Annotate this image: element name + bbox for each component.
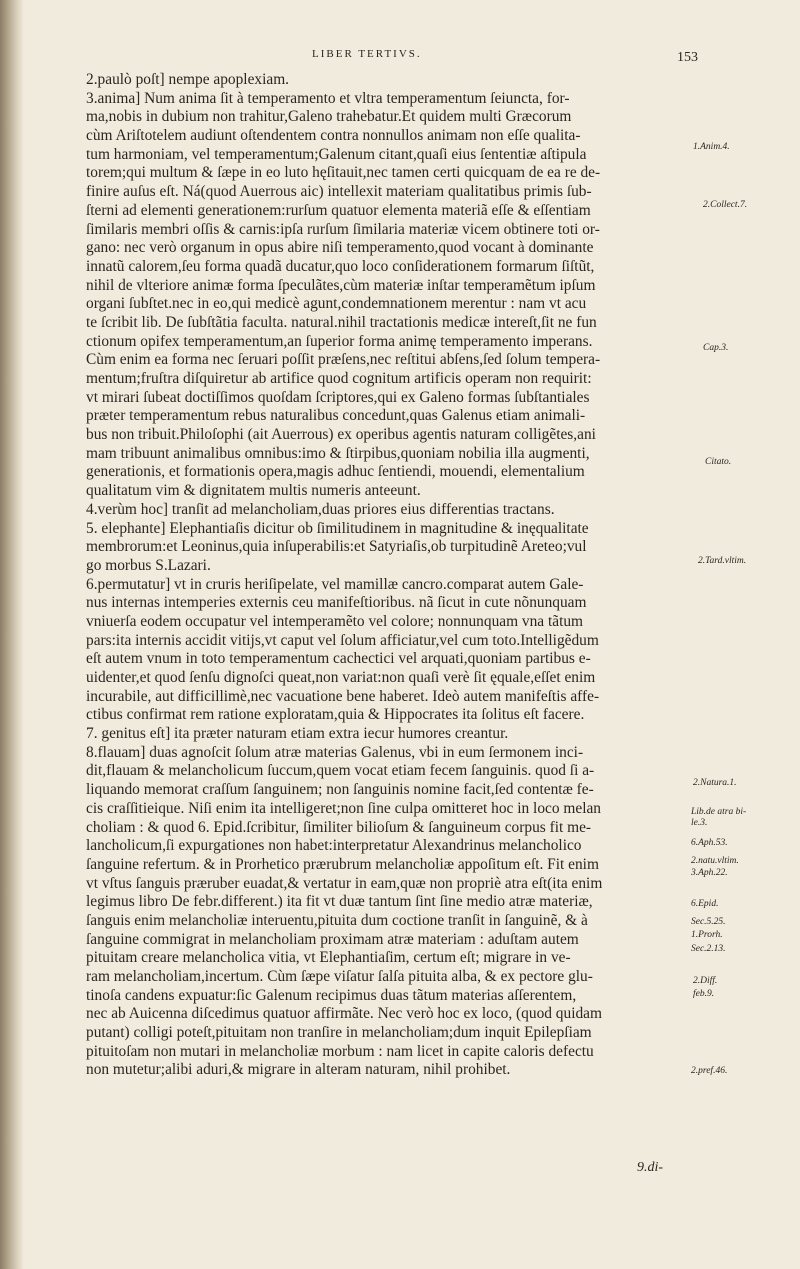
text-line: Cùm enim ea forma nec ſeruari poſſit præſens,nec reſtitui abſens,ſed ſolum tempera- — [86, 351, 601, 369]
text-line: uidenter,et quod ſenſu dignoſci queat,non variat:non quaſi verè ſit ęquale,eſſet enim — [86, 669, 596, 686]
text-line: qualitatum vim & dignitatem multis numeris anteeunt. — [86, 482, 421, 500]
text-line: ſanguine refertum. & in Prorhetico prærubrum melancholiæ appoſitum eſt. Fit enim — [86, 855, 599, 873]
text-line: 6.permutatur] vt in cruris heriſipelate, vel mamillæ cancro.comparat autem Gale- — [86, 575, 584, 593]
page-number: 153 — [677, 50, 698, 65]
text-line: dit,flauam & melancholicum ſuccum,quem vocat etiam fecem ſanguinis. quod ſi a- — [86, 762, 595, 780]
running-head: LIBER TERTIVS. — [312, 48, 422, 60]
text-line: 3.anima] Num anima ſit à temperamento et vltra temperamentum ſeiuncta, for- — [86, 89, 570, 107]
margin-note: 1.Prorh. — [691, 930, 723, 940]
text-line: organi ſubſtet.nec in eo,qui medicè agunt,condemnationem merentur : nam vt acu — [86, 295, 587, 313]
text-line: vt mirari ſubeat doctiſſimos quoſdam ſcriptores,qui ex Galeno formas ſubſtantiales — [86, 388, 590, 406]
text-line: finire auſus eſt. Ná(quod Auerrous aic) intellexit materiam qualitatibus primis ſub- — [86, 183, 592, 201]
text-line: 4.verùm hoc] tranſit ad melancholiam,duas priores eius differentias tractans. — [86, 500, 555, 518]
text-line: legimus libro De febr.different.) ita fit vt duæ tantum ſint ſine medio atræ materiæ, — [86, 893, 593, 911]
page-binding-shadow — [0, 0, 24, 1269]
text-line: liquando memorat craſſum ſanguinem; non ſanguinis nomine facit,ſed contentæ fe- — [86, 781, 594, 799]
text-line: choliam : & quod 6. Epid.ſcribitur, ſimiliter bilioſum & ſanguineum corpus fit me- — [86, 818, 592, 836]
text-line: vniuerſa eodem occupatur vel intemperamẽto vel colore; nonnunquam vna tãtum — [86, 612, 584, 630]
text-line: non mutetur;alibi aduri,& migrare in alteram naturam, nihil prohibet. — [86, 1061, 511, 1079]
text-line: tum harmoniam, vel temperamentum;Galenum citant,quaſi eius ſententiæ aſtipula — [86, 145, 587, 163]
text-line: nihil de vlteriore animæ forma ſpeculãtes,cùm materiæ inſtar temperamẽtum ipſum — [86, 276, 596, 294]
margin-note: 6.Epid. — [691, 899, 719, 909]
text-line: pituitam creare melancholica vitia, vt Elephantiaſim, certum eſt; migrare in ve- — [86, 949, 571, 967]
margin-note: Lib.de atra bi- — [691, 807, 747, 817]
margin-note: Citato. — [705, 457, 732, 467]
text-line: te ſcribit lib. De ſubſtãtia faculta. natural.nihil tractationis medicæ intereſt,ſit ne fun — [86, 313, 597, 331]
text-line: ſanguine commigrat in melancholiam proximam atræ materiam : aduſtam autem — [86, 930, 579, 948]
text-line: ma,nobis in dubium non trahitur,Galeno trahebatur.Et quidem multi Græcorum — [86, 108, 572, 126]
text-line: præter temperamentum rebus naturalibus concedunt,quas Galenus etiam animali- — [86, 407, 586, 425]
text-line: innatũ calorem,ſeu forma quadã ducatur,quo loco conſiderationem formarum ſiſtũt, — [86, 257, 595, 275]
text-line: lancholicum,ſi expurgationes non habet:interpretatur Alexandrinus melancholico — [86, 837, 582, 855]
text-line: putant) colligi poteſt,pituitam non tranſire in melancholiam;dum inquit Epilepſiam — [86, 1024, 592, 1042]
text-line: ram melancholiam,incertum. Cùm ſæpe viſatur ſalſa pituita alba, & ex pectore glu- — [86, 968, 593, 985]
margin-note: 1.Anim.4. — [693, 142, 730, 152]
text-line: ctionum opifex temperamentum,an ſuperior forma animę temperamento imperans. — [86, 332, 593, 350]
text-line: 7. genitus eſt] ita præter naturam etiam extra iecur humores creantur. — [86, 725, 509, 743]
margin-note: 2.natu.vltim. — [691, 856, 739, 866]
text-line: ſimilaris membri oſſis & carnis:ipſa rurſum ſimilaria materiæ vicem obtinere toti or- — [86, 220, 600, 238]
text-line: generationis, et formationis opera,magis adhuc ſentiendi, mouendi, elementalium — [86, 463, 585, 481]
body-text — [86, 71, 686, 1080]
margin-note: 3.Aph.22. — [691, 868, 728, 878]
margin-note: le.3. — [691, 818, 708, 828]
margin-note: Cap.3. — [703, 343, 729, 353]
text-line: tinoſa candens expuatur:ſic Galenum recipimus duas tãtum materias aſſerentem, — [86, 986, 577, 1004]
margin-note: Sec.2.13. — [691, 944, 726, 954]
margin-note: Sec.5.25. — [691, 917, 726, 927]
text-line: 2.paulò poſt] nempe apoplexiam. — [86, 71, 290, 88]
margin-note: 6.Aph.53. — [691, 838, 728, 848]
text-line: cùm Ariſtotelem audiunt oſtendentem contra nonnullos animam non eſſe qualita- — [86, 127, 581, 145]
margin-note: 2.Natura.1. — [693, 778, 737, 788]
margin-note: 2.Diff. — [693, 976, 718, 986]
text-line: ſanguis enim melancholiæ interuentu,pituita dum coctione tranſit in ſanguinẽ, & à — [86, 911, 588, 929]
text-line: incurabile, aut difficillimè,nec vacuatione bene haberet. Ideò autem manifeſtis affe- — [86, 687, 600, 705]
text-line: gano: nec verò organum in opus abire niſi temperamento,quod vocant à dominante — [86, 239, 594, 257]
text-line: 5. elephante] Elephantiaſis dicitur ob ſimilitudinem in magnitudine & inęqualitate — [86, 519, 589, 537]
text-line: mentum;fruſtra diſquiretur ab artifice quod cognitum artificis operam non requirit: — [86, 370, 592, 387]
text-line: nus internas intemperies externis ceu manifeſtioribus. nã ſicut in cute nõnunquam — [86, 594, 587, 612]
margin-note: feb.9. — [693, 989, 715, 999]
text-line: cis craſſitieique. Niſi enim ita intelligeret;non ſine culpa omitteret hoc in loco melan — [86, 799, 602, 817]
text-line: ſterni ad elementi generationem:rurſum quatuor elementa materiã eſſe & eſſentiam — [86, 201, 591, 219]
text-line: membrorum:et Leoninus,quia inſuperabilis:et Satyriaſis,ob turpitudinẽ Areteo;vul — [86, 538, 587, 556]
text-line: mam tribuunt animalibus omnibus:imo & ſtirpibus,quoniam nobilia illa augmenti, — [86, 444, 590, 462]
text-line: pars:ita internis accidit vitijs,vt caput vel ſolum afficiatur,vel cum toto.Intelligẽdum — [86, 631, 599, 649]
text-line: bus non tribuit.Philoſophi (ait Auerrous) ex operibus agentis naturam colligẽtes,ani — [86, 426, 596, 444]
text-line: ctibus confirmat rem ratione exploratam,quia & Hippocrates ita ſolitus eſt facere. — [86, 706, 585, 724]
margin-note: 2.pref.46. — [691, 1066, 728, 1076]
text-line: torem;qui multum & ſæpe in eo luto hęſitauit,nec tamen certi quicquam de ea re de- — [86, 164, 601, 182]
text-line: pituitoſam non mutari in melancholiæ morbum : nam licet in capite caloris defectu — [86, 1042, 594, 1060]
text-line: go morbus S.Lazari. — [86, 556, 211, 574]
text-line: vt vſtus ſanguis præruber euadat,& vertatur in eam,quæ non propriè atra eſt(ita enim — [86, 874, 603, 892]
text-line: nec ab Auicenna diſcedimus quatuor affirmãte. Nec verò hoc ex loco, (quod quidam — [86, 1005, 602, 1023]
margin-note: 2.Collect.7. — [703, 200, 748, 210]
text-line: eſt autem vnum in toto temperamentum cachectici vel arquati,quoniam partibus e- — [86, 650, 591, 668]
catchword: 9.di- — [637, 1160, 664, 1175]
margin-note: 2.Tard.vltim. — [698, 556, 747, 566]
text-line: 8.flauam] duas agnoſcit ſolum atræ materias Galenus, vbi in eum ſermonem inci- — [86, 743, 584, 761]
